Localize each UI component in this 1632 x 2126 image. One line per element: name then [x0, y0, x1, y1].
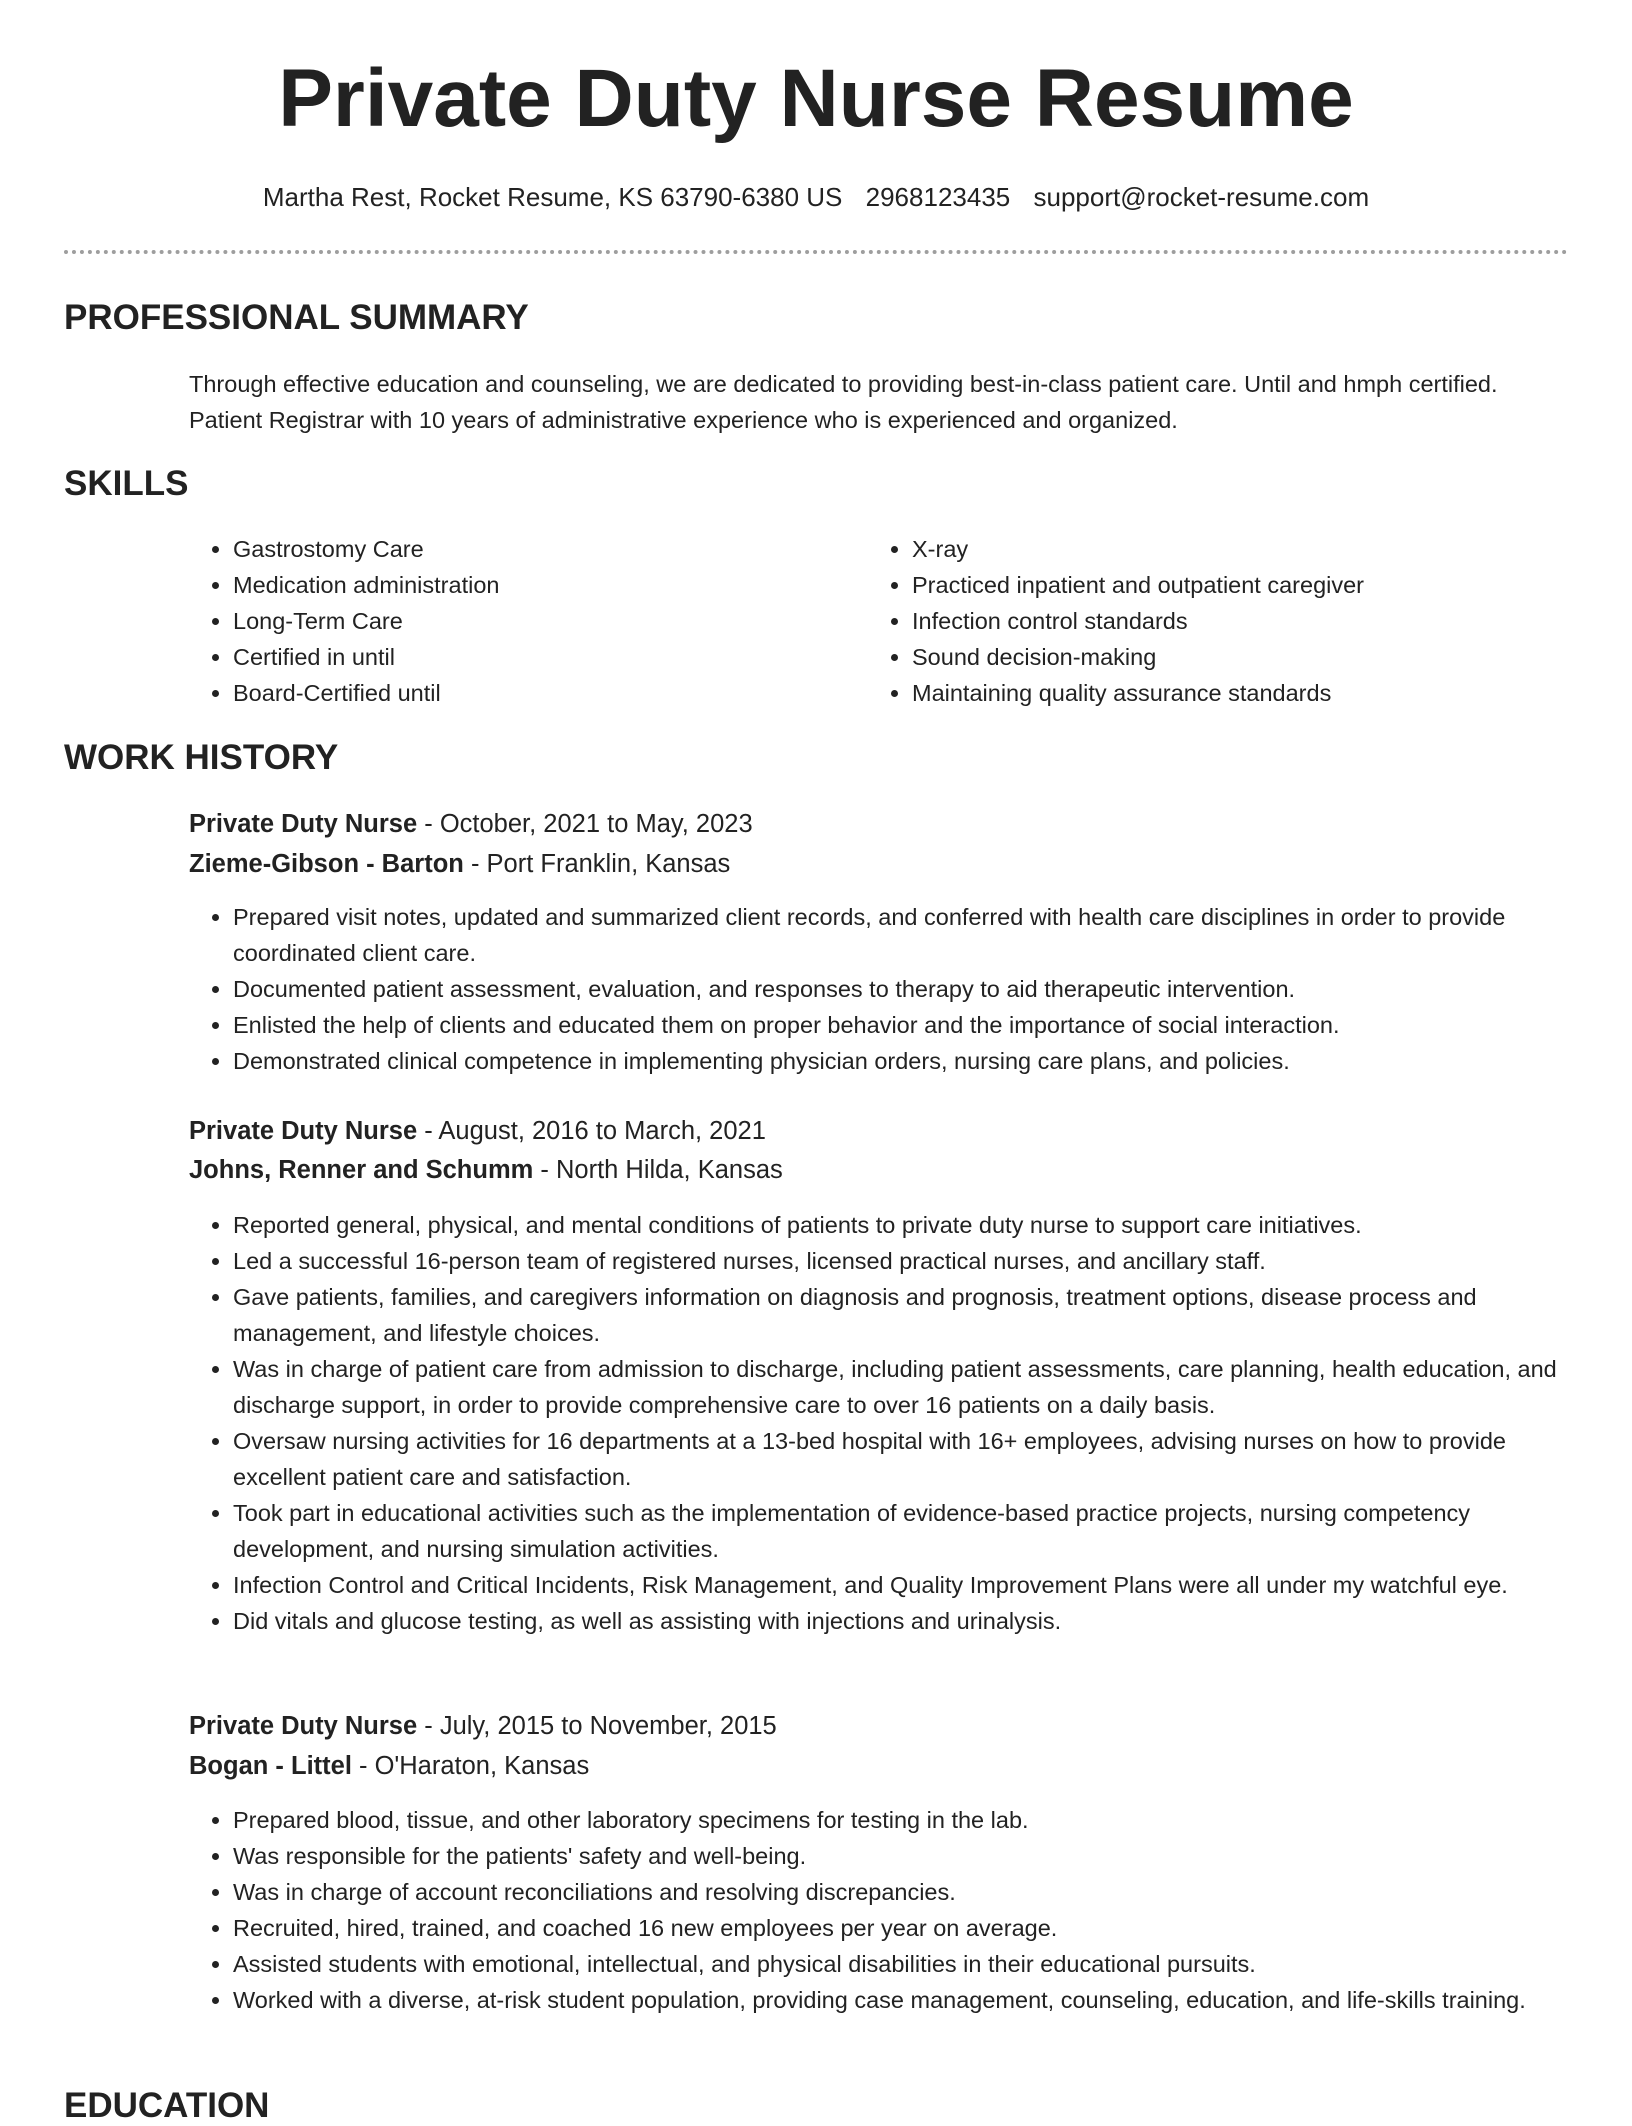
job-bullet: • Was in charge of account reconciliations and resolving discrepancies. [233, 1874, 1593, 1910]
work-heading: WORK HISTORY [64, 738, 339, 777]
summary-text: Through effective education and counseling, we are dedicated to providing best-in-class patient care. Until and hmph certified. Patient Registrar with 10 years of administrative experience who is experienced and organized. [189, 371, 1498, 433]
job-dates: - August, 2016 to March, 2021 [417, 1117, 766, 1145]
job-bullet: • Documented patient assessment, evaluation, and responses to therapy to aid therapeutic intervention. [233, 971, 1593, 1007]
job-company: Bogan - Littel [189, 1752, 352, 1780]
job-location: - North Hilda, Kansas [533, 1156, 783, 1184]
job-bullets [189, 1207, 1593, 1639]
job-bullet: • Recruited, hired, trained, and coached 16 new employees per year on average. [233, 1910, 1593, 1946]
job-company-line [189, 850, 730, 879]
resume-title: Private Duty Nurse Resume [278, 53, 1354, 144]
job-bullet: • Worked with a diverse, at-risk student population, providing case management, counseling, education, and life-skills training. [233, 1982, 1593, 2018]
contact-line [0, 182, 1632, 213]
job-bullet: • Gave patients, families, and caregivers information on diagnosis and prognosis, treatment options, disease process and management, and lifestyle choices. [233, 1279, 1593, 1351]
job-location: - O'Haraton, Kansas [351, 1752, 590, 1780]
job-bullet: • Oversaw nursing activities for 16 departments at a 13-bed hospital with 16+ employees, advising nurses on how to provide excellent patient care and satisfaction. [233, 1423, 1593, 1495]
job-title: Private Duty Nurse [189, 1712, 418, 1740]
job-bullet: • Prepared visit notes, updated and summarized client records, and conferred with health care disciplines in order to provide coordinated client care. [233, 899, 1593, 971]
skill-item: • Certified in until [233, 639, 853, 675]
job-company-line [189, 1752, 589, 1781]
job-location: - Port Franklin, Kansas [463, 850, 731, 878]
job-bullet: • Prepared blood, tissue, and other laboratory specimens for testing in the lab. [233, 1802, 1593, 1838]
job-company: Johns, Renner and Schumm [189, 1156, 534, 1184]
job-title-line [189, 1117, 766, 1146]
skill-item: • Medication administration [233, 567, 853, 603]
header-divider [64, 250, 1568, 254]
job-dates: - October, 2021 to May, 2023 [417, 810, 753, 838]
job-title-line [189, 1712, 777, 1741]
job-bullet: • Infection Control and Critical Incidents, Risk Management, and Quality Improvement Plans were all under my watchful eye. [233, 1567, 1593, 1603]
job-bullet: • Was in charge of patient care from admission to discharge, including patient assessments, care planning, health education, and discharge support, in order to provide comprehensive care to over 16 patients on a daily basis. [233, 1351, 1593, 1423]
skill-item: • Maintaining quality assurance standards [912, 675, 1592, 711]
contact-email: support@rocket-resume.com [1033, 182, 1370, 212]
job-bullets [189, 1802, 1593, 2018]
job-bullet: • Reported general, physical, and mental conditions of patients to private duty nurse to support care initiatives. [233, 1207, 1593, 1243]
job-bullet: • Was responsible for the patients' safety and well-being. [233, 1838, 1593, 1874]
skill-item: • Practiced inpatient and outpatient caregiver [912, 567, 1592, 603]
job-dates: - July, 2015 to November, 2015 [417, 1712, 777, 1740]
skill-item: • Infection control standards [912, 603, 1592, 639]
job-bullet: • Took part in educational activities such as the implementation of evidence-based practice projects, nursing competency development, and nursing simulation activities. [233, 1495, 1593, 1567]
job-bullet: • Enlisted the help of clients and educated them on proper behavior and the importance of social interaction. [233, 1007, 1593, 1043]
skills-list-right [868, 531, 1592, 711]
job-title-line [189, 810, 753, 839]
summary-heading: PROFESSIONAL SUMMARY [64, 298, 529, 337]
skill-item: • X-ray [912, 531, 1592, 567]
education-heading: EDUCATION [64, 2086, 270, 2125]
job-bullets [189, 899, 1593, 1079]
skill-item: • Gastrostomy Care [233, 531, 853, 567]
contact-phone: 2968123435 [865, 182, 1011, 212]
job-title: Private Duty Nurse [189, 810, 418, 838]
skills-list-left [189, 531, 853, 711]
skill-item: • Sound decision-making [912, 639, 1592, 675]
skills-heading: SKILLS [64, 464, 189, 503]
job-company: Zieme-Gibson - Barton [189, 850, 464, 878]
job-bullet: • Did vitals and glucose testing, as well as assisting with injections and urinalysis. [233, 1603, 1593, 1639]
skill-item: • Board-Certified until [233, 675, 853, 711]
job-bullet: • Demonstrated clinical competence in implementing physician orders, nursing care plans, and policies. [233, 1043, 1593, 1079]
contact-address: Martha Rest, Rocket Resume, KS 63790-6380 US [262, 182, 843, 212]
job-bullet: • Led a successful 16-person team of registered nurses, licensed practical nurses, and ancillary staff. [233, 1243, 1593, 1279]
skill-item: • Long-Term Care [233, 603, 853, 639]
job-company-line [189, 1156, 783, 1185]
job-bullet: • Assisted students with emotional, intellectual, and physical disabilities in their educational pursuits. [233, 1946, 1593, 1982]
job-title: Private Duty Nurse [189, 1117, 418, 1145]
